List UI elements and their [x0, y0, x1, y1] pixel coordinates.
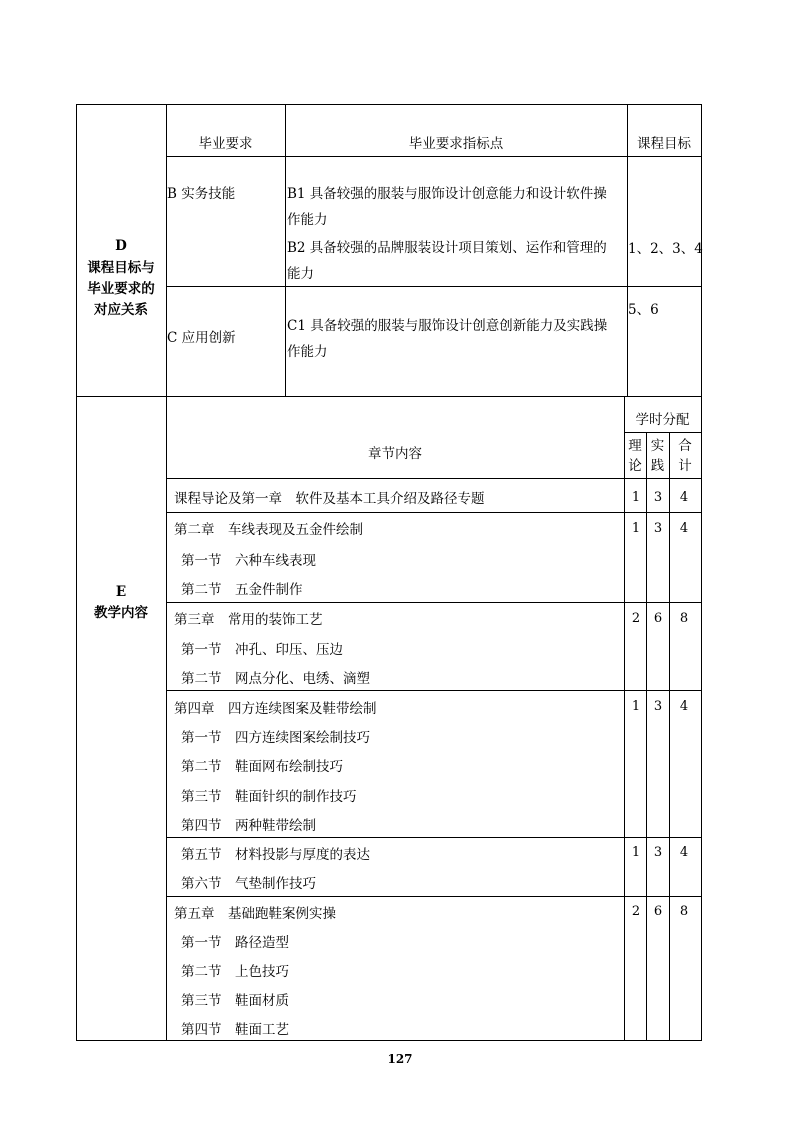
- section-line: 第一节 六种车线表现: [181, 553, 316, 569]
- total-hours: 8: [679, 904, 689, 919]
- theory-hours: 1: [631, 521, 641, 536]
- section-line: 第三节 鞋面材质: [181, 993, 289, 1009]
- header-total: 合: [678, 438, 692, 454]
- indicator-line: 作能力: [287, 344, 328, 360]
- section-d-code: D: [115, 238, 127, 254]
- section-line: 第一节 冲孔、印压、压边: [181, 642, 343, 658]
- section-line: 第二节 五金件制作: [181, 582, 303, 598]
- section-line: 第五节 材料投影与厚度的表达: [181, 847, 370, 863]
- chapter-line: 课程导论及第一章 软件及基本工具介绍及路径专题: [174, 491, 485, 507]
- theory-hours: 1: [631, 490, 641, 505]
- chapter-line: 第五章 基础跑鞋案例实操: [174, 906, 336, 922]
- header-total: 计: [678, 458, 692, 474]
- section-line: 第一节 路径造型: [181, 935, 289, 951]
- header-hours: 学时分配: [635, 412, 690, 428]
- section-line: 第三节 鞋面针织的制作技巧: [181, 789, 357, 805]
- requirement-cell: C 应用创新: [167, 330, 236, 346]
- practice-hours: 3: [653, 845, 663, 860]
- section-line: 第四节 鞋面工艺: [181, 1022, 289, 1038]
- header-indicator: 毕业要求指标点: [408, 136, 504, 152]
- total-hours: 4: [679, 490, 689, 505]
- header-theory: 理: [628, 438, 642, 454]
- section-line: 第二节 鞋面网布绘制技巧: [181, 759, 343, 775]
- total-hours: 4: [679, 845, 689, 860]
- total-hours: 4: [679, 699, 689, 714]
- section-e-code: E: [115, 584, 127, 600]
- total-hours: 8: [679, 611, 689, 626]
- total-hours: 4: [679, 521, 689, 536]
- practice-hours: 6: [653, 904, 663, 919]
- chapter-line: 第四章 四方连续图案及鞋带绘制: [174, 701, 377, 717]
- section-line: 第二节 网点分化、电绣、滴塑: [181, 671, 370, 687]
- section-d-title-line: 课程目标与: [87, 260, 155, 276]
- requirement-cell: B 实务技能: [167, 186, 236, 202]
- page-number: 127: [387, 1052, 413, 1066]
- section-d-title-line: 毕业要求的: [87, 281, 155, 297]
- indicator-line: 能力: [287, 266, 314, 282]
- section-e-title: 教学内容: [94, 605, 148, 621]
- header-theory: 论: [628, 458, 642, 474]
- indicator-line: B2 具备较强的品牌服装设计项目策划、运作和管理的: [287, 240, 607, 256]
- header-course-goal: 课程目标: [637, 136, 691, 152]
- indicator-line: C1 具备较强的服装与服饰设计创意创新能力及实践操: [287, 318, 608, 334]
- header-requirement: 毕业要求: [198, 136, 253, 152]
- header-practice: 实: [650, 438, 665, 454]
- theory-hours: 1: [631, 699, 641, 714]
- course-goal-cell: 1、2、3、4: [628, 241, 703, 257]
- practice-hours: 3: [653, 699, 663, 714]
- course-goal-cell: 5、6: [628, 302, 659, 318]
- section-line: 第四节 两种鞋带绘制: [181, 818, 316, 834]
- section-line: 第六节 气垫制作技巧: [181, 876, 316, 892]
- chapter-line: 第三章 常用的装饰工艺: [174, 612, 323, 628]
- practice-hours: 6: [653, 611, 663, 626]
- theory-hours: 2: [631, 904, 641, 919]
- header-practice: 践: [650, 458, 665, 474]
- section-line: 第二节 上色技巧: [181, 964, 289, 980]
- section-line: 第一节 四方连续图案绘制技巧: [181, 730, 370, 746]
- practice-hours: 3: [653, 521, 663, 536]
- theory-hours: 2: [631, 611, 641, 626]
- section-d-title-line: 对应关系: [94, 302, 148, 318]
- indicator-line: B1 具备较强的服装与服饰设计创意能力和设计软件操: [287, 186, 607, 202]
- header-chapter-content: 章节内容: [368, 446, 422, 462]
- indicator-line: 作能力: [287, 212, 328, 228]
- chapter-line: 第二章 车线表现及五金件绘制: [174, 522, 363, 538]
- theory-hours: 1: [631, 845, 641, 860]
- practice-hours: 3: [653, 490, 663, 505]
